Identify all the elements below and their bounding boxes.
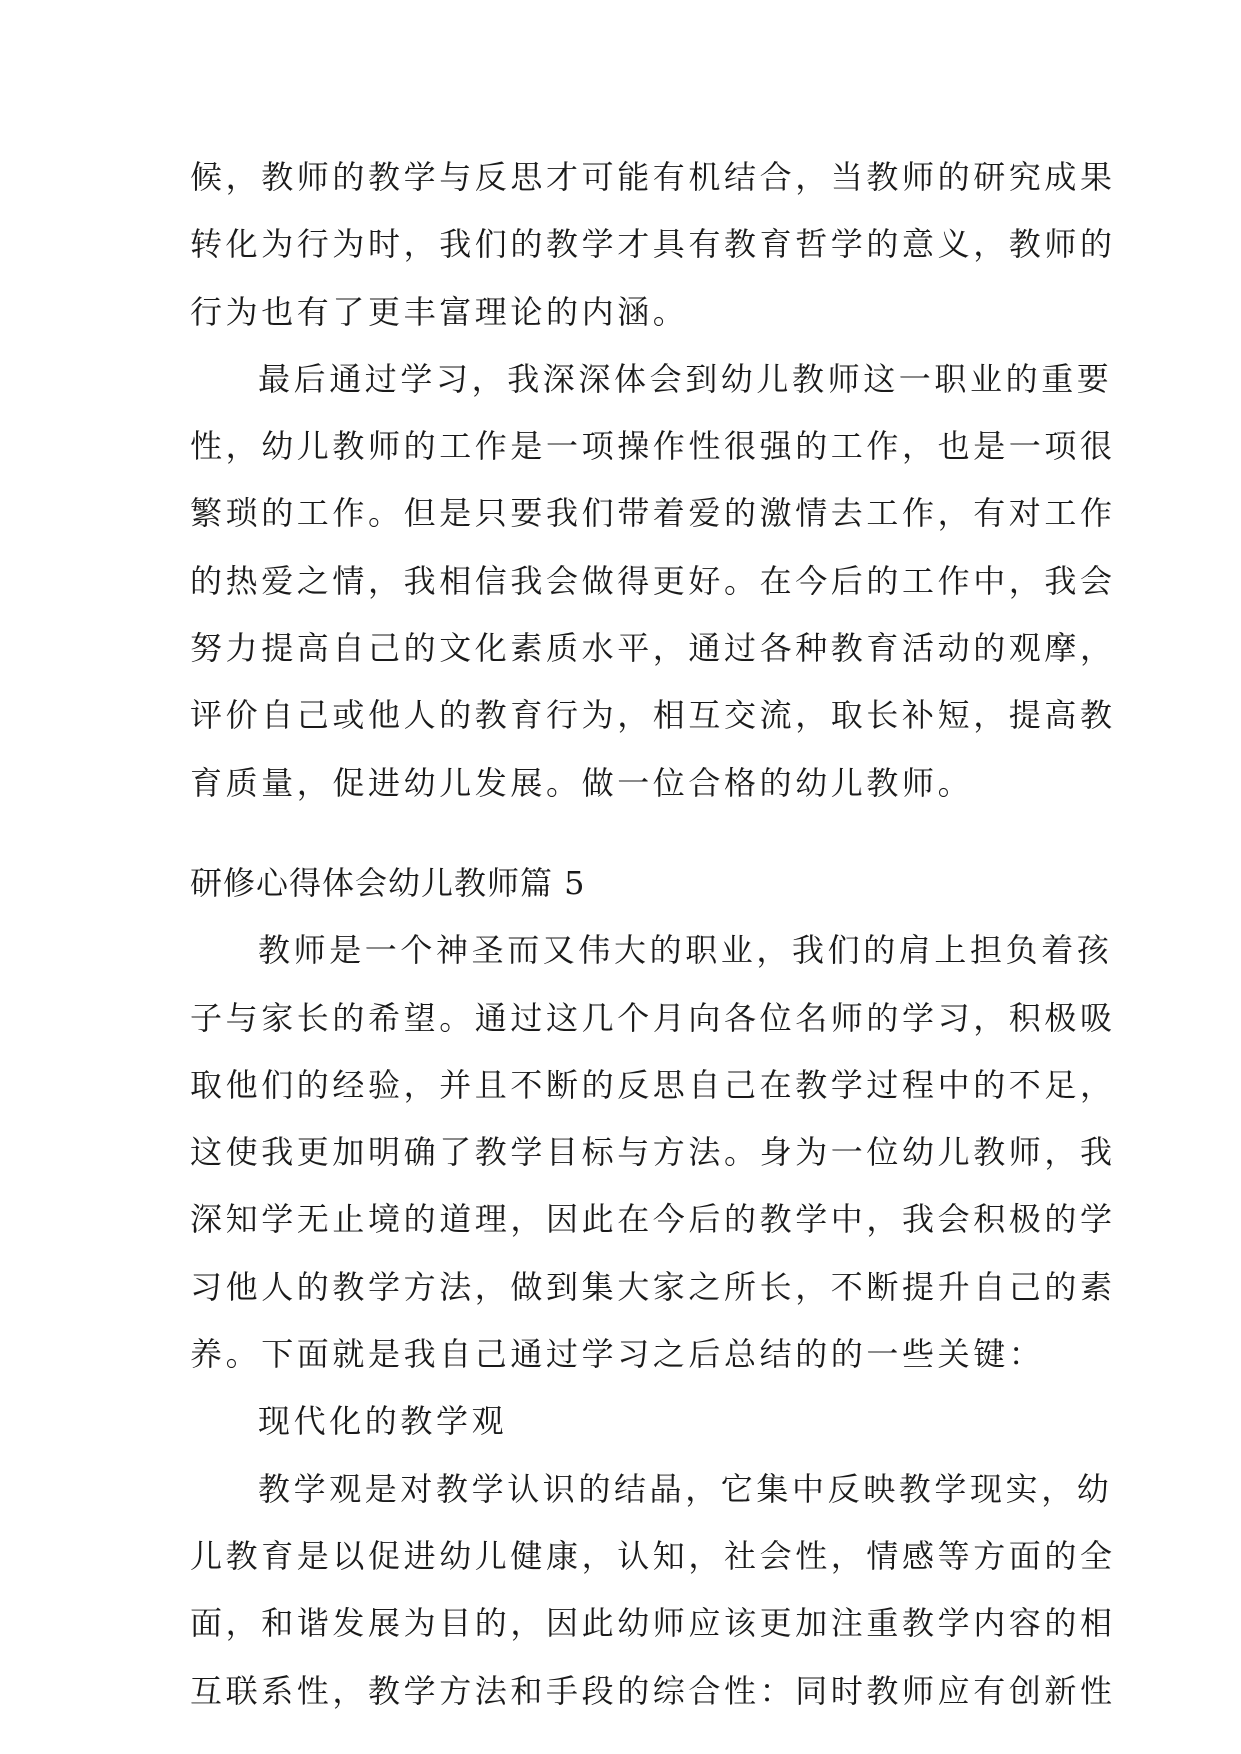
text-line: 努力提高自己的文化素质水平，通过各种教育活动的观摩， bbox=[190, 629, 1116, 668]
text-line: 教学观是对教学认识的结晶，它集中反映教学现实，幼 bbox=[258, 1469, 1113, 1508]
paragraph-continuation bbox=[190, 158, 1116, 360]
subheading: 现代化的教学观 bbox=[258, 1402, 508, 1441]
text-line: 评价自己或他人的教育行为，相互交流，取长补短，提高教 bbox=[190, 696, 1116, 735]
text-line: 的热爱之情，我相信我会做得更好。在今后的工作中，我会 bbox=[190, 561, 1116, 600]
text-line: 最后通过学习，我深深体会到幼儿教师这一职业的重要 bbox=[258, 359, 1113, 398]
text-line: 习他人的教学方法，做到集大家之所长，不断提升自己的素 bbox=[190, 1267, 1116, 1306]
text-line: 取他们的经验，并且不断的反思自己在教学过程中的不足， bbox=[190, 1065, 1116, 1104]
text-line: 候，教师的教学与反思才可能有机结合，当教师的研究成果 bbox=[190, 158, 1116, 196]
text-line: 行为也有了更丰富理论的内涵。 bbox=[190, 292, 689, 331]
paragraph-conclusion bbox=[190, 359, 1116, 831]
text-line: 育质量，促进幼儿发展。做一位合格的幼儿教师。 bbox=[190, 763, 974, 802]
text-line: 转化为行为时，我们的教学才具有教育哲学的意义，教师的 bbox=[190, 225, 1116, 264]
text-line: 繁琐的工作。但是只要我们带着爱的激情去工作，有对工作 bbox=[190, 494, 1116, 533]
text-line: 这使我更加明确了教学目标与方法。身为一位幼儿教师，我 bbox=[190, 1133, 1116, 1172]
section-gap bbox=[190, 831, 1052, 864]
section-heading: 研修心得体会幼儿教师篇 5 bbox=[190, 863, 586, 902]
text-line: 养。下面就是我自己通过学习之后总结的的一些关键： bbox=[190, 1335, 1045, 1374]
text-line: 面，和谐发展为目的，因此幼师应该更加注重教学内容的相 bbox=[190, 1604, 1116, 1643]
text-line: 性，幼儿教师的工作是一项操作性很强的工作，也是一项很 bbox=[190, 427, 1116, 466]
paragraph-intro bbox=[190, 931, 1116, 1402]
text-line: 儿教育是以促进幼儿健康，认知，社会性，情感等方面的全 bbox=[190, 1536, 1116, 1575]
document-body bbox=[190, 158, 1116, 1739]
text-line: 互联系性，教学方法和手段的综合性：同时教师应有创新性 bbox=[190, 1671, 1116, 1710]
text-line: 深知学无止境的道理，因此在今后的教学中，我会积极的学 bbox=[190, 1200, 1116, 1239]
text-line: 子与家长的希望。通过这几个月向各位名师的学习，积极吸 bbox=[190, 998, 1116, 1037]
paragraph-teaching-view bbox=[190, 1469, 1116, 1739]
text-line: 教师是一个神圣而又伟大的职业，我们的肩上担负着孩 bbox=[258, 931, 1113, 970]
